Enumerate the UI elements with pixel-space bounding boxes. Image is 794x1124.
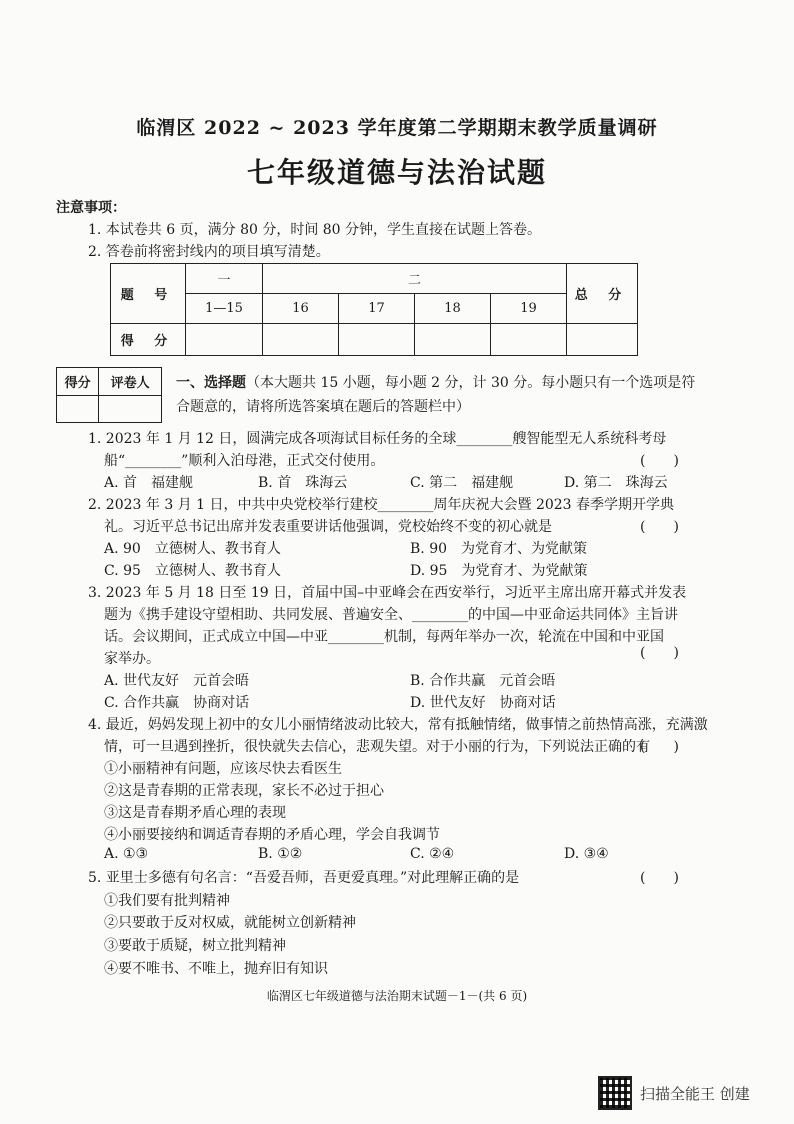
q3-option-c[interactable]: C. 合作共赢 协商对话 [104,695,250,711]
exam-title: 七年级道德与法治试题 [246,156,547,189]
q5-line1: 5. 亚里士多德有句名言：“吾爱吾师，吾更爱真理。”对此理解正确的是 [88,870,520,886]
q3-option-d[interactable]: D. 世代友好 协商对话 [410,695,556,711]
q3-answer-paren[interactable]: ( ) [640,645,679,661]
note-item-2: 2. 答卷前将密封线内的项目填写清楚。 [88,244,330,260]
grader-score-label: 得分 [57,368,99,396]
q3-line4: 家举办。 [104,651,160,667]
score-table-label-question: 题 号 [111,264,186,324]
section1-heading [176,371,696,419]
q4-statement-1: ①小丽精神有问题，应该尽快去看医生 [104,761,342,777]
q5-statement-2: ②只要敢于反对权威，就能树立创新精神 [104,915,356,931]
q2-answer-paren[interactable]: ( ) [640,519,679,535]
score-table-col: 18 [415,294,491,324]
q2-option-c[interactable]: C. 95 立德树人、教书育人 [104,563,281,579]
score-cell-total[interactable] [567,324,638,356]
score-table-part2: 二 [263,264,567,294]
q3-option-a[interactable]: A. 世代友好 元首会晤 [104,673,250,689]
q3-line2: 题为《携手建设守望相助、共同发展、普遍安全、________的中国—中亚命运共同体》主旨讲 [104,607,678,623]
qr-code-icon [598,1076,632,1110]
score-table-col: 17 [339,294,415,324]
q4-statement-4: ④小丽要接纳和调适青春期的矛盾心理，学会自我调节 [104,827,440,843]
q4-option-d[interactable]: D. ③④ [564,846,609,862]
score-cell[interactable] [491,324,567,356]
score-table-label-score: 得 分 [111,324,186,356]
grader-reviewer-label: 评卷人 [99,368,162,396]
q1-option-b[interactable]: B. 首 珠海云 [258,475,348,491]
q5-statement-1: ①我们要有批判精神 [104,893,230,909]
score-table-col: 1—15 [186,294,263,324]
score-cell[interactable] [339,324,415,356]
grader-box [56,367,162,423]
q5-answer-paren[interactable]: ( ) [640,870,679,886]
q1-option-c[interactable]: C. 第二 福建舰 [410,475,514,491]
q3-line1: 3. 2023 年 5 月 18 日至 19 日，首届中国–中亚峰会在西安举行，习近平主席出席开幕式并发表 [88,585,687,601]
q4-option-b[interactable]: B. ①② [258,846,303,862]
q4-option-a[interactable]: A. ①③ [104,846,149,862]
note-item-1: 1. 本试卷共 6 页，满分 80 分，时间 80 分钟，学生直接在试题上答卷。 [88,222,542,238]
q1-line1: 1. 2023 年 1 月 12 日，圆满完成各项海试目标任务的全球________艘智能型无人系统科考母 [88,431,667,447]
q4-answer-paren[interactable]: ( ) [640,739,679,755]
score-table-part1: 一 [186,264,263,294]
score-table-col: 19 [491,294,567,324]
q1-option-d[interactable]: D. 第二 珠海云 [564,475,668,491]
q2-option-d[interactable]: D. 95 为党育才、为党献策 [410,563,588,579]
q5-statement-4: ④要不唯书、不唯上，抛弃旧有知识 [104,961,328,977]
notes-title: 注意事项： [56,200,126,216]
q2-option-b[interactable]: B. 90 为党育才、为党献策 [410,541,588,557]
q2-line1: 2. 2023 年 3 月 1 日，中共中央党校举行建校________周年庆祝大会暨 2023 春季学期开学典 [88,497,675,513]
score-table-col: 16 [263,294,339,324]
score-cell[interactable] [263,324,339,356]
q3-option-b[interactable]: B. 合作共赢 元首会晤 [410,673,556,689]
grader-score-cell[interactable] [57,395,99,423]
score-table-total: 总 分 [567,264,638,324]
q1-option-a[interactable]: A. 首 福建舰 [104,475,194,491]
q4-statement-2: ②这是青春期的正常表现，家长不必过于担心 [104,783,384,799]
q2-option-a[interactable]: A. 90 立德树人、教书育人 [104,541,281,557]
q4-option-c[interactable]: C. ②④ [410,846,455,862]
score-table [110,263,638,356]
q1-line2: 船“________”顺利入泊母港，正式交付使用。 [104,453,385,469]
q2-line2: 礼。习近平总书记出席并发表重要讲话他强调，党校始终不变的初心就是 [104,519,552,535]
q4-line2: 情，可一旦遇到挫折，很快就失去信心，悲观失望。对于小丽的行为，下列说法正确的有 [104,739,650,755]
grader-reviewer-cell[interactable] [99,395,162,423]
page-footer: 临渭区七年级道德与法治期末试题－1－(共 6 页) [266,989,528,1003]
q1-answer-paren[interactable]: ( ) [640,453,679,469]
section1-desc: （本大题共 15 小题，每小题 2 分，计 30 分。每小题只有一个选项是符合题意的，请将所选答案填在题后的答题栏中） [176,375,696,415]
q3-line3: 话。会议期间，正式成立中国—中亚________机制，每两年举办一次，轮流在中国和中亚国 [104,629,664,645]
q4-statement-3: ③这是青春期矛盾心理的表现 [104,805,286,821]
scanner-watermark: 扫描全能王 创建 [640,1085,750,1103]
exam-header-school: 临渭区 2022 ~ 2023 学年度第二学期期末教学质量调研 [136,117,658,139]
q5-statement-3: ③要敢于质疑，树立批判精神 [104,938,286,954]
section1-title: 一、选择题 [176,375,246,391]
q4-line1: 4. 最近，妈妈发现上初中的女儿小丽情绪波动比较大，常有抵触情绪，做事情之前热情高涨，充满激 [88,717,708,733]
score-cell[interactable] [415,324,491,356]
score-cell[interactable] [186,324,263,356]
